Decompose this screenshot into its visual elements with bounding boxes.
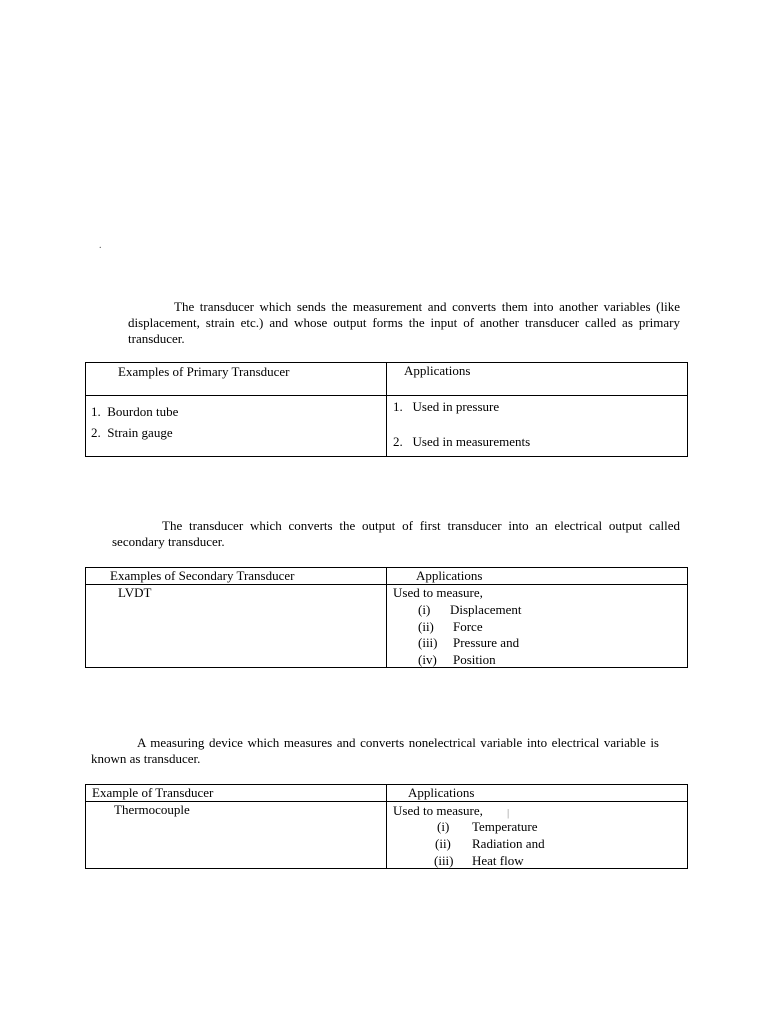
example-item-1: Bourdon tube [107,404,179,419]
table-header-row [86,568,688,585]
text-cursor-mark: | [507,807,510,819]
list-item: 2. Used in measurements [393,434,531,449]
secondary-transducer-table [85,567,688,668]
column-header-examples: Example of Transducer [92,785,214,800]
list-item: Force [453,619,483,634]
list-item: Displacement [450,602,522,617]
stray-mark: . [99,240,102,251]
list-item-number: (iii) [434,853,454,868]
table-header-cell [86,568,387,585]
applications-lead: Used to measure, [393,803,483,818]
table-cell [86,585,387,668]
column-header-applications: Applications [408,785,475,800]
table-header-cell [86,785,387,802]
table-cell [387,802,688,869]
list-item-number: (ii) [418,619,434,634]
list-item: Heat flow [472,853,524,868]
list-item: 1. Used in pressure [393,399,500,414]
list-item-number: (i) [418,602,431,617]
transducer-table [85,784,688,869]
list-item-number: (iv) [418,652,437,667]
table-row [86,396,688,457]
table-cell [86,802,387,869]
application-item-2: Used in measurements [412,434,531,449]
applications-lead: Used to measure, [393,585,483,600]
example-item-2: Strain gauge [107,425,173,440]
table-header-cell [387,363,688,396]
column-header-examples: Examples of Secondary Transducer [110,568,295,583]
list-item: Position [453,652,496,667]
transducer-intro-paragraph: A measuring device which measures and converts nonelectrical variable into electrical variable is known as transducer. [91,735,659,766]
application-item-1: Used in pressure [412,399,500,414]
list-item: Radiation and [472,836,545,851]
column-header-examples: Examples of Primary Transducer [118,364,290,379]
table-header-cell [387,568,688,585]
primary-intro-paragraph: The transducer which sends the measurement and converts them into another variables (like displacement, strain etc.) and whose output forms the input of another transducer called as primary transducer. [128,299,680,346]
list-item: 1. Bourdon tube [91,404,179,419]
list-item: Temperature [472,819,538,834]
table-header-row [86,785,688,802]
table-cell [387,396,688,457]
list-item-number: (ii) [435,836,451,851]
list-item: Pressure and [453,635,520,650]
column-header-applications: Applications [416,568,483,583]
primary-transducer-table [85,362,688,457]
table-header-cell [86,363,387,396]
table-header-row [86,363,688,396]
list-item: 2. Strain gauge [91,425,173,440]
list-item-number: (iii) [418,635,438,650]
secondary-intro-paragraph: The transducer which converts the output of first transducer into an electrical output called secondary transducer. [112,518,680,549]
example-item: LVDT [118,585,152,600]
column-header-applications: Applications [404,363,471,378]
table-header-cell [387,785,688,802]
table-row [86,585,688,668]
table-row [86,802,688,869]
list-item-number: (i) [437,819,450,834]
table-cell [387,585,688,668]
table-cell [86,396,387,457]
example-item: Thermocouple [114,802,190,817]
